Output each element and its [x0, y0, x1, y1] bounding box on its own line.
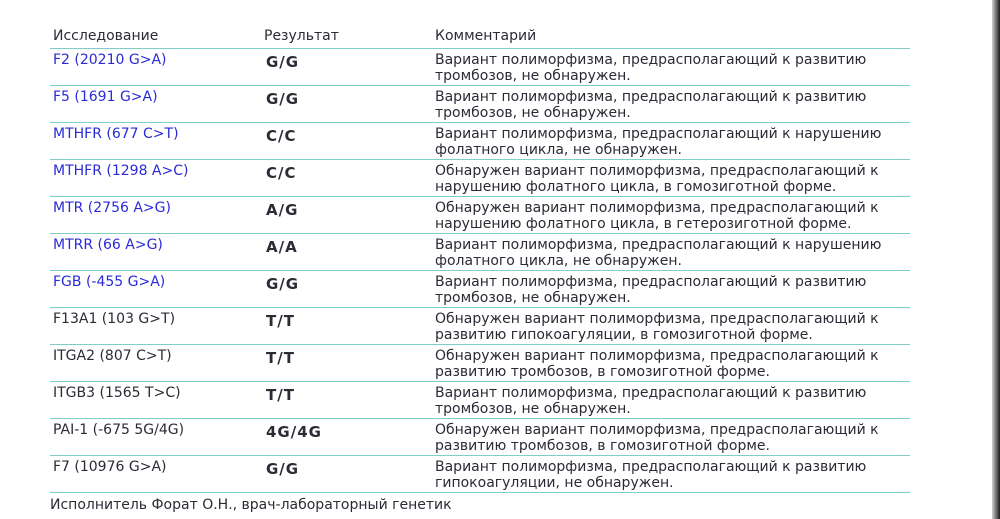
result-genotype: C/C — [266, 127, 297, 145]
comment-text: Обнаружен вариант полиморфизма, предрасполагающий к развитию гипокоагуляции, в гомозиготной форме. — [435, 311, 879, 343]
comment-text: Обнаружен вариант полиморфизма, предрасполагающий к развитию тромбозов, в гомозиготной форме. — [435, 422, 879, 454]
result-genotype: T/T — [266, 386, 295, 404]
result-genotype: 4G/4G — [266, 423, 322, 441]
study-name: MTHFR (677 C>T) — [53, 126, 179, 142]
comment-text: Вариант полиморфизма, предрасполагающий к развитию гипокоагуляции, не обнаружен. — [435, 459, 867, 491]
result-genotype: A/G — [266, 201, 299, 219]
comment-text: Обнаружен вариант полиморфизма, предрасполагающий к развитию тромбозов, в гомозиготной форме. — [435, 348, 879, 380]
study-name: FGB (-455 G>A) — [53, 274, 166, 290]
table-row — [50, 123, 910, 160]
table-row — [50, 160, 910, 197]
result-genotype: G/G — [266, 460, 300, 478]
study-name: ITGB3 (1565 T>C) — [53, 385, 181, 401]
result-genotype: C/C — [266, 164, 297, 182]
comment-text: Вариант полиморфизма, предрасполагающий к развитию тромбозов, не обнаружен. — [435, 274, 867, 306]
result-genotype: G/G — [266, 53, 300, 71]
result-genotype: T/T — [266, 349, 295, 367]
table-row — [50, 86, 910, 123]
result-genotype: G/G — [266, 275, 300, 293]
study-name: F5 (1691 G>A) — [53, 89, 158, 105]
comment-text: Вариант полиморфизма, предрасполагающий к нарушению фолатного цикла, не обнаружен. — [435, 126, 882, 158]
table-row — [50, 197, 910, 234]
table-row — [50, 234, 910, 271]
comment-text: Вариант полиморфизма, предрасполагающий к нарушению фолатного цикла, не обнаружен. — [435, 237, 882, 269]
result-genotype: T/T — [266, 312, 295, 330]
column-header-result: Результат — [264, 28, 339, 44]
result-genotype: A/A — [266, 238, 298, 256]
table-row — [50, 419, 910, 456]
table-row — [50, 345, 910, 382]
study-name: F13A1 (103 G>T) — [53, 311, 176, 327]
comment-text: Вариант полиморфизма, предрасполагающий к развитию тромбозов, не обнаружен. — [435, 89, 867, 121]
column-header-study: Исследование — [53, 28, 159, 44]
table-row — [50, 382, 910, 419]
result-genotype: G/G — [266, 90, 300, 108]
table-header — [50, 24, 910, 49]
comment-text: Вариант полиморфизма, предрасполагающий к развитию тромбозов, не обнаружен. — [435, 52, 867, 84]
results-table — [50, 24, 910, 493]
column-header-comment: Комментарий — [435, 28, 537, 44]
study-name: F7 (10976 G>A) — [53, 459, 167, 475]
performer-signature-line: Исполнитель Форат О.Н., врач-лабораторный генетик — [50, 497, 452, 513]
study-name: F2 (20210 G>A) — [53, 52, 167, 68]
table-row — [50, 456, 910, 493]
comment-text: Обнаружен вариант полиморфизма, предрасполагающий к нарушению фолатного цикла, в гомозиготной форме. — [435, 163, 879, 195]
table-row — [50, 271, 910, 308]
study-name: MTR (2756 A>G) — [53, 200, 171, 216]
study-name: MTRR (66 A>G) — [53, 237, 163, 253]
comment-text: Вариант полиморфизма, предрасполагающий к развитию тромбозов, не обнаружен. — [435, 385, 867, 417]
study-name: PAI-1 (-675 5G/4G) — [53, 422, 185, 438]
study-name: ITGA2 (807 C>T) — [53, 348, 172, 364]
table-row — [50, 308, 910, 345]
page-edge-shadow — [992, 0, 1000, 519]
comment-text: Обнаружен вариант полиморфизма, предрасполагающий к нарушению фолатного цикла, в гетерозиготной форме. — [435, 200, 879, 232]
study-name: MTHFR (1298 A>C) — [53, 163, 189, 179]
table-row — [50, 49, 910, 86]
